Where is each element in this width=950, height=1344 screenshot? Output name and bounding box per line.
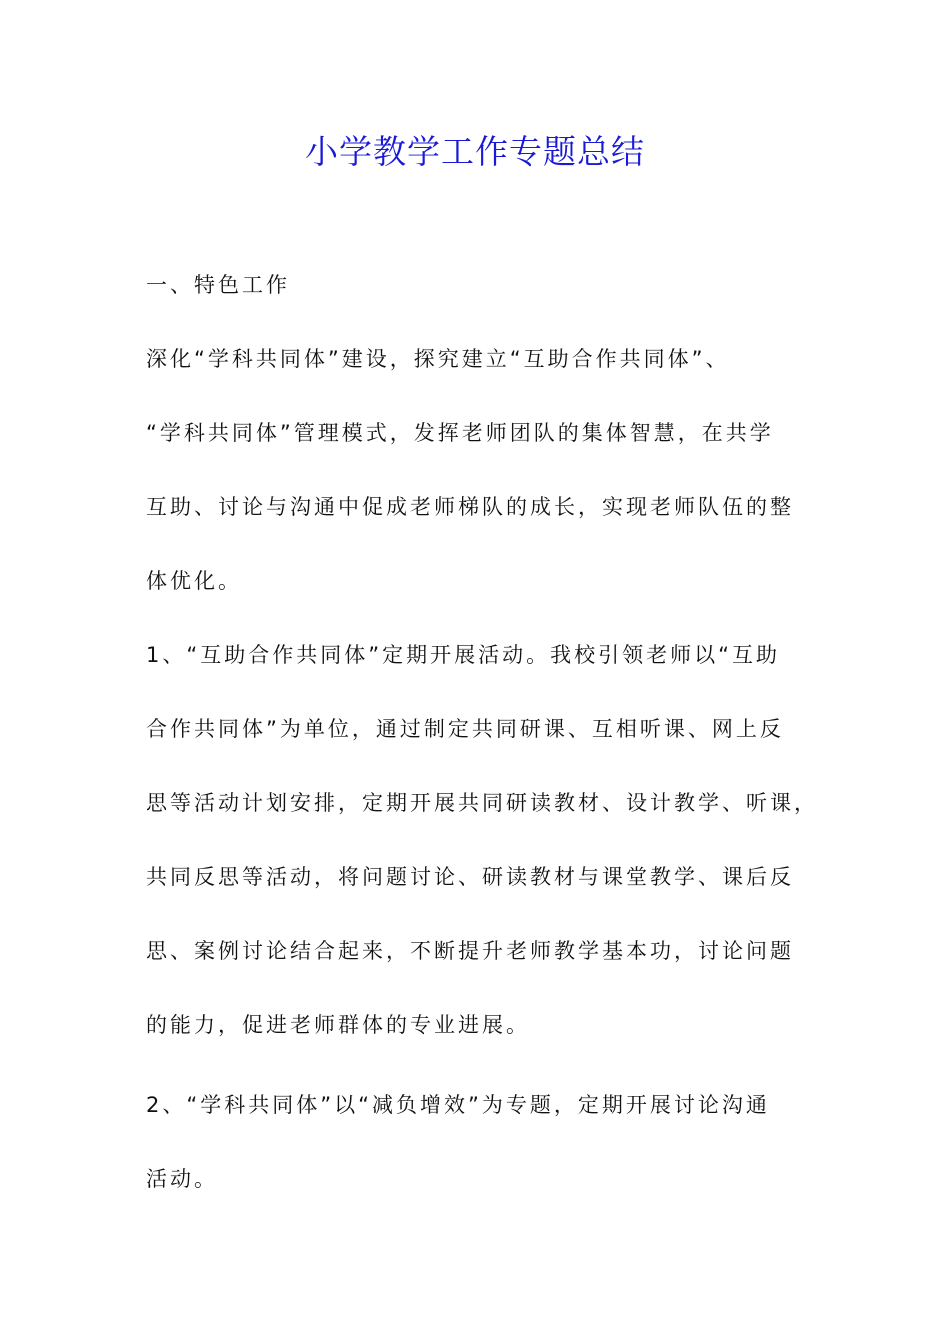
- paragraph-line: 2、“学科共同体”以“减负增效”为专题，定期开展讨论沟通: [146, 1093, 770, 1117]
- paragraph-line: 深化“学科共同体”建设，探究建立“互助合作共同体”、: [146, 347, 730, 371]
- paragraph-line: 思、案例讨论结合起来，不断提升老师教学基本功，讨论问题: [146, 939, 794, 963]
- section-heading: [146, 248, 816, 322]
- paragraph-line: 共同反思等活动，将问题讨论、研读教材与课堂教学、课后反: [146, 865, 794, 889]
- paragraph-line: 思等活动计划安排，定期开展共同研读教材、设计教学、听课，: [146, 791, 818, 815]
- paragraph-line: 的能力，促进老师群体的专业进展。: [146, 1013, 530, 1037]
- paragraph-line: 1、“互助合作共同体”定期开展活动。我校引领老师以“互助: [146, 643, 780, 667]
- document-title: 小学教学工作专题总结: [305, 132, 645, 171]
- paragraph-line: 合作共同体”为单位，通过制定共同研课、互相听课、网上反: [146, 717, 784, 741]
- paragraph-line: “学科共同体”管理模式，发挥老师团队的集体智慧，在共学: [146, 421, 774, 445]
- paragraph-line: 活动。: [146, 1167, 218, 1191]
- paragraph-item-2: [146, 1068, 816, 1216]
- paragraph-intro: [146, 322, 816, 618]
- paragraph-line: 体优化。: [146, 569, 242, 593]
- paragraph-item-1: [146, 618, 816, 1062]
- paragraph-line: 互助、讨论与沟通中促成老师梯队的成长，实现老师队伍的整: [146, 495, 794, 519]
- section-heading-text: 一、特色工作: [146, 273, 290, 297]
